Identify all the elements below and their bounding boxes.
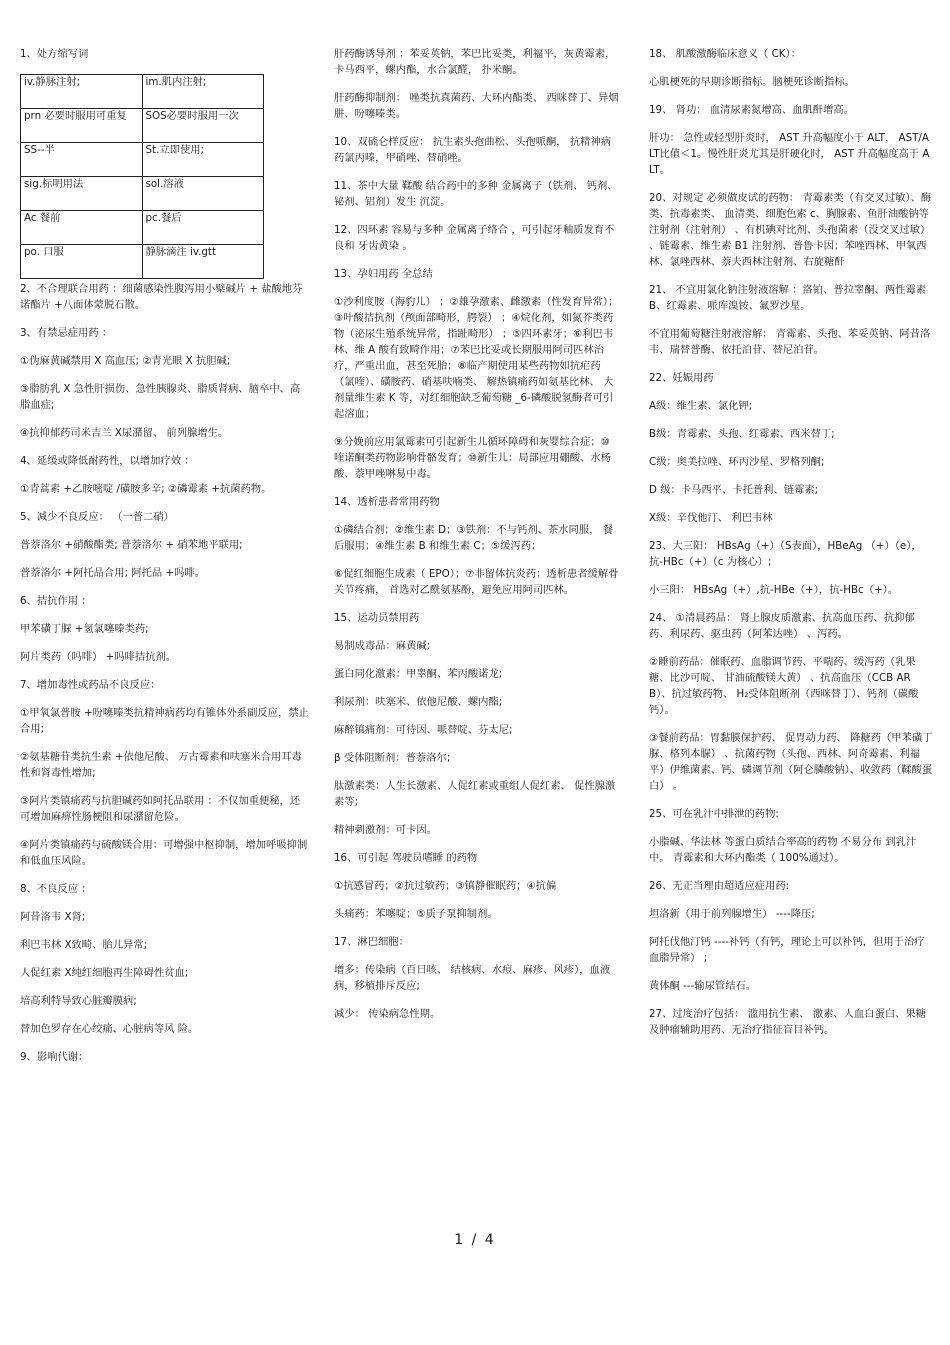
paragraph: 利尿剂：呋塞米、依他尼酸、螺内酯;	[334, 696, 503, 708]
section-heading: 3、有禁忌症用药 ：	[20, 327, 113, 339]
paragraph: ①伪麻黄碱禁用 X 高血压; ②青光眼 X 抗胆碱;	[20, 355, 231, 367]
table-row	[21, 177, 264, 211]
section-heading: 8、不良反应 ：	[20, 883, 92, 895]
paragraph: 24、 ①清晨药品： 肾上腺皮质激素、抗高血压药、抗抑郁药、利尿药、驱虫药（阿苯达唑） 、泻药。	[649, 612, 915, 640]
abbreviation-table	[20, 74, 264, 279]
paragraph: 麻醉镇痛剂：可待因、哌替啶、芬太尼;	[334, 724, 513, 736]
paragraph: 精神刺激剂：可卡因。	[334, 824, 437, 836]
page-number: 1 / 4	[454, 1232, 496, 1248]
paragraph: 27、过度治疗包括： 滥用抗生素、 激素、人血白蛋白、果糖及肿瘤辅助用药、无治疗指征盲目补钙。	[649, 1008, 927, 1036]
paragraph: 2、不合理联合用药 ：细菌感染性腹泻用小檗碱片 + 盐酸地芬诺酯片 +八面体蒙脱石散。	[20, 283, 303, 311]
paragraph: 黄体酮 ---输尿管结石。	[649, 980, 757, 992]
paragraph: ④抗抑郁药司米吉兰 X尿潴留、 前列腺增生。	[20, 427, 229, 439]
column-left	[20, 46, 310, 1077]
paragraph: β 受体阻断剂：普萘洛尔;	[334, 752, 451, 764]
table-cell: iv.静脉注射;	[21, 75, 143, 109]
paragraph: 肝药酶诱导剂 ：苯妥英钠，苯巴比妥类，利福平，灰黄霉素，卡马西平，螺内酯，水合氯醛， 扑米酮。	[334, 48, 616, 76]
section-heading: 16、可引起 驾驶员嗜睡 的药物	[334, 852, 478, 864]
paragraph: 增多：传染病（百日咳、 结核病、水痘、麻疹、风疹），血液病，移植排斥反应;	[334, 964, 611, 992]
table-row	[21, 109, 264, 143]
paragraph: 小三阳： HBsAg（+）,抗-HBe（+），抗-HBc（+）。	[649, 584, 899, 596]
column-right	[649, 46, 933, 1050]
section-heading: 18、 肌酸激酶临床意义（ CK）：	[649, 48, 802, 60]
paragraph: 小脂碱、华法林 等蛋白质结合率高的药物 不易分布 到乳汁中。 青霉素和大环内酯类（ 100%通过）。	[649, 836, 917, 864]
paragraph: 甲苯磺丁脲 +氢氯噻嗪类药;	[20, 623, 149, 635]
section-heading: 7、增加毒性或药品不良反应：	[20, 679, 161, 691]
section-heading: 25、可在乳汁中排泄的药物:	[649, 808, 779, 820]
paragraph: ①磷结合剂；②维生素 D；③铁剂：不与钙剂、茶水同服， 餐后服用；④维生素 B 和维生素 C；⑤缓泻药；	[334, 524, 613, 552]
paragraph: ①甲氧氯普胺 +吩噻嗪类抗精神病药均有锥体外系副反应，禁止合用;	[20, 707, 309, 735]
paragraph: ③阿片类镇痛药与抗胆碱药如阿托品联用 ：不仅加重便秘，还可增加麻痹性肠梗阻和尿潴留危险。	[20, 795, 301, 823]
table-cell: sol.溶液	[142, 177, 264, 211]
section-heading: 17、淋巴细胞：	[334, 936, 409, 948]
paragraph: X级：辛伐他汀、 利巴韦林	[649, 512, 773, 524]
paragraph: 心肌梗死的早期诊断指标。脑梗死诊断指标。	[649, 76, 855, 88]
paragraph: ①抗感冒药；②抗过敏药；③镇静催眠药；④抗偏	[334, 880, 557, 892]
table-row	[21, 245, 264, 279]
paragraph: 23、大三阳： HBsAg（+）（S表面），HBeAg （+）（e），抗-HBc（+）（c 为核心）;	[649, 540, 922, 568]
paragraph: 肽激素类：人生长激素、人促红素或重组人促红素、 促性腺激素等;	[334, 780, 616, 808]
table-cell: 静脉滴注 iv.gtt	[142, 245, 264, 279]
paragraph: B级：青霉素、头孢、红霉素、西米替丁;	[649, 428, 835, 440]
paragraph: 普萘洛尔 +阿托品合用; 阿托品 +吗啡。	[20, 567, 205, 579]
paragraph: 阿片类药（吗啡） +吗啡拮抗剂。	[20, 651, 177, 663]
paragraph: ②睡前药品：催眠药、血脂调节药、平喘药、缓泻药（乳果糖、比沙可啶、 甘油硫酸镁大黄） 、抗高血压（CCB ARB）、抗过敏药物、 H₂受体阻断剂（西咪替丁）、钙剂（碳酸钙）。	[649, 656, 919, 716]
paragraph: 普萘洛尔 +硝酸酯类; 普萘洛尔 + 硝苯地平联用;	[20, 539, 243, 551]
section-heading: 6、拮抗作用 ：	[20, 595, 92, 607]
paragraph: 阿托伐他汀钙 ----补钙（有钙，理论上可以补钙，但用于治疗血脂异常） ;	[649, 936, 925, 964]
table-cell: sig.标明用法	[21, 177, 143, 211]
paragraph: ⑨分娩前应用氯霉素可引起新生儿循环障碍和灰婴综合症；⑩喹诺酮类药物影响骨骼发育；⑩新生儿：局部应用硼酸、水杨酸、萘甲唑啉易中毒。	[334, 436, 611, 480]
paragraph: 肝药酶抑制剂： 唑类抗真菌药、大环内酯类、 西咪替丁、异烟肼、吩噻嗪类。	[334, 92, 619, 120]
paragraph: C级：奥美拉唑、环丙沙星、罗格列酮;	[649, 456, 825, 468]
table-cell: SOS必要时服用一次	[142, 109, 264, 143]
paragraph: 阿昔洛韦 X肾;	[20, 911, 86, 923]
table-row	[21, 143, 264, 177]
paragraph: 减少： 传染病急性期。	[334, 1008, 441, 1020]
table-cell: im.肌内注射;	[142, 75, 264, 109]
table-cell: SS--半	[21, 143, 143, 177]
table-cell: St.立即使用;	[142, 143, 264, 177]
section-heading: 1、处方缩写词	[20, 48, 89, 60]
paragraph: 21、 不宜用氯化钠注射液溶解 ：洛铂、普拉睾酮、两性霉素 B、红霉素、哌库溴铵、氟罗沙星。	[649, 284, 927, 312]
paragraph: ①沙利度胺（海豹儿） ；②雄孕激素、雌激素（性发育异常）；③叶酸拮抗剂（颅面部畸形，腭裂） ；④烷化剂，如氮芥类药物（泌尿生殖系统异常，指趾畸形） ；⑤四环素牙；⑥利巴韦林、维 A 酸有致畸作用；⑦苯巴比妥或长期服用阿司匹林治疗，严重出血，甚至死胎；⑧临产期使用某些药物如抗疟药 （氯喹）、磺胺药、硝基呋喃类、 解热镇痛药如氨基比林、 大剂量维生素 K 等，对红细胞缺乏葡萄糖 _6-磷酸脱氢酶者可引起溶血；	[334, 296, 619, 420]
section-heading: 26、无正当理由超适应症用药:	[649, 880, 790, 892]
paragraph: ③餐前药品：胃黏膜保护药、 促胃动力药、 降糖药（甲苯磺丁脲、格列本脲） 、抗菌药物（头孢、西林、阿奇霉素、利福平）伊维菌素、钙、磷调节剂（阿仑膦酸钠）、收敛药（鞣酸蛋白） 。	[649, 732, 933, 792]
paragraph: ①青蒿素 +乙胺嘧啶 /磺胺多辛; ②磷霉素 +抗菌药物。	[20, 483, 272, 495]
table-row	[21, 211, 264, 245]
section-heading: 5、减少不良反应： （一普二硝）	[20, 511, 174, 523]
table-row	[21, 75, 264, 109]
paragraph: 不宜用葡萄糖注射液溶解： 青霉素、头孢、苯妥英钠、阿昔洛韦、瑞替普酶、依托泊苷、替尼泊苷。	[649, 328, 931, 356]
paragraph: ⑥促红细胞生成素（ EPO）；⑦非留体抗炎药：透析患者缓解骨关节疼痛， 首选对乙酰氨基酚，避免应用阿司匹林。	[334, 568, 619, 596]
paragraph: 替加色罗存在心绞痛、心脏病等风 险。	[20, 1023, 199, 1035]
paragraph: 坦洛新（用于前列腺增生） ----降压;	[649, 908, 815, 920]
paragraph: ③脂肪乳 X 急性肝损伤、急性胰腺炎、脂质肾病、脑卒中、高脂血症;	[20, 383, 301, 411]
section-heading: 14、透析患者常用药物	[334, 496, 440, 508]
table-cell: pc.餐后	[142, 211, 264, 245]
table-cell: prn 必要时服用可重复	[21, 109, 143, 143]
paragraph: ④阿片类镇痛药与硫酸镁合用：可增强中枢抑制，增加呼吸抑制和低血压风险。	[20, 839, 308, 867]
paragraph: 10、双硫仑样反应： 抗生素头孢曲松、头孢哌酮， 抗精神病药氯丙嗪，甲硝唑、替硝唑。	[334, 136, 612, 164]
paragraph: 11、茶中大量 鞣酸 结合药中的多种 金属离子（铁剂、 钙剂、铋剂、铝剂）发生 沉淀。	[334, 180, 618, 208]
paragraph: 19、 肾功： 血清尿素氮增高、血肌酐增高。	[649, 104, 854, 116]
paragraph: 人促红素 X纯红细胞再生障碍性贫血;	[20, 967, 189, 979]
paragraph: 12、四环素 容易与多种 金属离子络合 ，可引起牙釉质发育不良和 牙齿黄染 。	[334, 224, 615, 252]
paragraph: D 级：卡马西平、卡托普利、链霉素;	[649, 484, 819, 496]
paragraph: ②氨基糖苷类抗生素 +依他尼酸、 万古霉素和呋塞米合用耳毒性和肾毒性增加;	[20, 751, 302, 779]
paragraph: A级：维生素、氯化钾;	[649, 400, 753, 412]
column-middle	[334, 46, 620, 1034]
section-heading: 22、妊娠用药	[649, 372, 714, 384]
section-heading: 9、影响代谢：	[20, 1051, 89, 1063]
paragraph: 培高利特导致心脏瓣膜病;	[20, 995, 137, 1007]
paragraph: 利巴韦林 X致畸、胎儿异常;	[20, 939, 148, 951]
section-heading: 13、孕妇用药 全总结	[334, 268, 433, 280]
table-cell: po. 口服	[21, 245, 143, 279]
section-heading: 15、运动员禁用药	[334, 612, 420, 624]
paragraph: 蛋白同化激素：甲睾酮、苯丙酸诺龙;	[334, 668, 503, 680]
paragraph: 肝功： 急性或轻型肝炎时， AST 升高幅度小于 ALT， AST/ALT比值＜1。慢性肝炎尤其是肝硬化时， AST 升高幅度高于 ALT。	[649, 132, 930, 176]
table-cell: Ac 餐前	[21, 211, 143, 245]
paragraph: 易制成毒品：麻黄碱;	[334, 640, 431, 652]
paragraph: 头痛药：苯噻啶；⑤质子泵抑制剂。	[334, 908, 498, 920]
paragraph: 20、对规定 必须做皮试的药物： 青霉素类（有交叉过敏）、酶类、抗毒素类、 血清类、细胞色素 c、胸腺素、鱼肝油酸钠等注射剂（注射剂） 、有机碘对比剂、头孢菌素（没交叉过敏） 、链霉素、维生素 B1 注射剂、普鲁卡因；苯唑西林、甲氧西林、氯唑西林、萘夫西林注射剂、右旋糖酐	[649, 192, 932, 268]
section-heading: 4、延缓或降低耐药性，以增加疗效 ：	[20, 455, 195, 467]
